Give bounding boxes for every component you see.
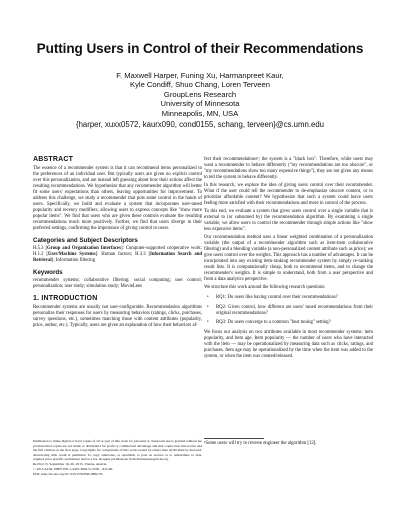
bullet-icon: •: [207, 295, 209, 300]
right-paragraph-3: To this end, we evaluate a system that gives users control over a single variable that is external to (or subsumed by) the recommendation algorithm. By examining a single variable, we allow users to control the recommender through simple actions like "show less expensive items".: [204, 209, 373, 232]
abstract-heading: ABSTRACT: [33, 156, 74, 163]
authors-line-1: F. Maxwell Harper, Funing Xu, Harmanpreet Kaur,: [116, 71, 284, 80]
footnote-block: [204, 434, 373, 447]
research-question-1: • RQ1: Do users like having control over their recommendations?: [207, 295, 338, 300]
footnote-text: ¹Some users will try to reverse engineer the algorithm [12].: [204, 441, 317, 446]
categories-text: H.5.3 [Group and Organization Interfaces]: Computer-supported cooperative work; H.1.2 [User/Machine Systems]: Human factors; H.3.3 [Information Search and Retrieval]: Information filtering: [33, 246, 202, 263]
bullet-icon: •: [207, 304, 209, 310]
categories-heading: Categories and Subject Descriptors: [33, 237, 138, 244]
research-question-3: • RQ3: Do users converge to a common "best tuning" setting?: [207, 320, 331, 325]
doi-line: DOI: http://dx.doi.org/10.1145/2792838.2800179.: [33, 472, 104, 476]
affiliation-university: University of Minnesota: [160, 99, 240, 109]
research-question-2: • RQ2: Given control, how different are users' tuned recommendations from their original recommendations?: [207, 304, 373, 316]
bullet-icon: •: [207, 320, 209, 325]
right-paragraph-4: Our recommendation method uses a linear weighted combination of a personalization variable (the output of a recommender algorithm such as item-item collaborative filtering) and a blending variable (a non-personalized content attribute such as price); we give users control over the weights. This approach has a number of advantages. It can be incorporated into any existing item-ranking recommender system by simply re-ranking result lists. It is computationally cheap, both to recommend items, and to change the recommender's weights. It is simple to understand, both from a user perspective and from a data analytics perspective.: [204, 235, 373, 282]
research-questions-list: [204, 295, 373, 326]
affiliation-lab: GroupLens Research: [163, 89, 237, 99]
right-paragraph-6: We focus our analysis on two attributes available in most recommender systems: item popularity, and item age. Item popularity — the number of users who have interacted with the item — may be operationalized by measuring data such as clicks, ratings, and purchases. Item age may be operationalized by the time when the item was added to the system, or when the item was created/released.: [204, 330, 373, 359]
right-paragraph-1: fect their recommendations¹; the system is a "black box". Therefore, while users may want a recommender to behave differently ("my recommendations are too obscure", or "my recommendations show too many expensive things"), they are not given any means to tell the system to behave differently.: [204, 157, 373, 180]
right-paragraph-2: In this research, we explore the idea of giving users control over their recommender. What if the user could tell the recommender to de-emphasize obscure content, or to prioritize affordable content? We hypothesize that such a system could leave users feeling more satisfied with their recommendations and more in control of the process.: [204, 183, 373, 206]
authors-line-2: Kyle Condiff, Shuo Chang, Loren Terveen: [130, 80, 270, 90]
abstract-text: The essence of a recommender system is that it can recommend items personalized to the preferences of an individual user. But typically users are given no explicit control over this personalization, and are instead left guessing about how their actions affect the resulting recommendations. We hypothesize that any recommender algorithm will better fit some users' expectations than others, leaving opportunities for improvement. To address this challenge, we study a recommender that puts some control in the hands of users. Specifically, we build and evaluate a system that incorporates user-tuned popularity and recency modifiers, allowing users to express concepts like "show more popular items". We find that users who are given these controls evaluate the resulting recommendations much more positively. Further, we find that users diverge in their preferred settings, confirming the importance of giving control to users.: [33, 166, 202, 231]
conference-line: RecSys'15, September 16–20, 2015, Vienna, Austria.: [33, 462, 108, 466]
introduction-text: Recommender systems are usually not user-configurable. Recommendation algorithms personalize their responses for users by measuring behaviors (ratings, clicks, purchases, survey questions, etc.), sometimes matching those with content attributes (popularity, price, author, etc.). Typically, users are given an explanation of how their behaviors af-: [33, 305, 202, 328]
author-emails: {harper, xuxx0572, kaurx090, cond0155, schang, terveen}@cs.umn.edu: [75, 120, 325, 130]
keywords-heading: Keywords: [33, 269, 63, 276]
affiliation-location: Minneapolis, MN, USA: [161, 108, 239, 118]
copyright-line: © 2015 ACM. ISBN 978-1-4503-3692-5/15/09 ...$15.00.: [33, 467, 114, 471]
permission-text: Permission to make digital or hard copies of all or part of this work for personal or classroom use is granted without fee provided that copies are not made or distributed for profit or commercial advantage and that copies bear this notice and the full citation on the first page. Copyrights for components of this work owned by others than ACM must be honored. Abstracting with credit is permitted. To copy otherwise, or republish, to post on servers or to redistribute to lists, requires prior specific permission and/or a fee. Request permissions from Permissions@acm.org.: [33, 439, 202, 461]
footnote-rule: [204, 438, 264, 439]
introduction-heading: 1. INTRODUCTION: [33, 295, 98, 302]
permission-block: [33, 439, 202, 477]
right-paragraph-5: We structure this work around the following research questions:: [204, 285, 326, 290]
author-block: [0, 71, 400, 129]
right-column: [204, 157, 373, 362]
keywords-text: recommender systems; collaborative filtering; social computing; user control; personalization; user study; simulation study; MovieLens: [33, 278, 202, 289]
paper-title: Putting Users in Control of their Recommendations: [36, 41, 364, 56]
left-column: [33, 157, 202, 331]
